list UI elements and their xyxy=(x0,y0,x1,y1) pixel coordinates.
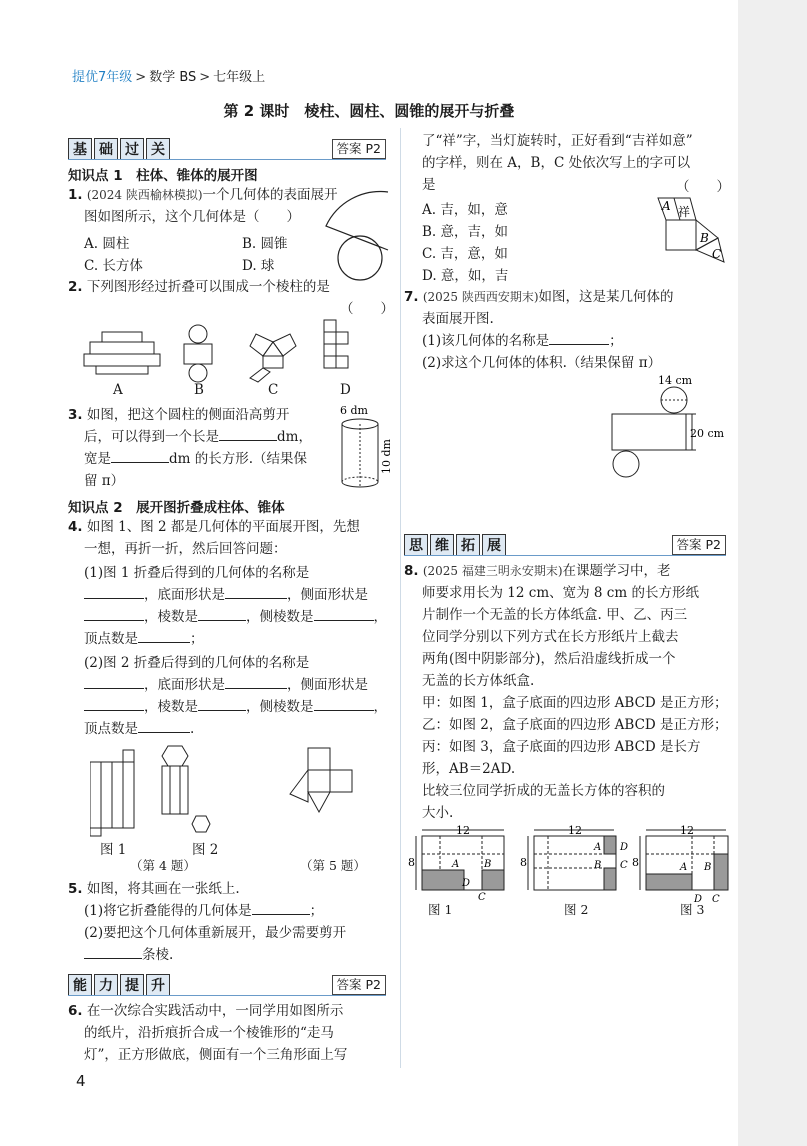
q2-label-c: C xyxy=(268,382,279,398)
q6-option-c: C. 吉，意，如 xyxy=(422,246,508,262)
q8-line2: 师要求用长为 12 cm、宽为 8 cm 的长方形纸 xyxy=(422,585,699,601)
svg-text:A: A xyxy=(680,862,688,873)
breadcrumb-grade: 提优7年级 xyxy=(72,70,133,85)
section-char: 展 xyxy=(482,534,506,556)
q7-p1: (1)该几何体的名称是 ； xyxy=(422,330,623,352)
svg-text:A: A xyxy=(594,842,602,853)
q6-fig-label-b: B xyxy=(700,231,709,245)
q2-fig-d xyxy=(324,320,348,368)
q8-line8: 乙：如图 2，盒子底面的四边形 ABCD 是正方形； xyxy=(422,717,728,733)
svg-text:B: B xyxy=(594,860,602,871)
q2-fig-a xyxy=(84,332,160,374)
q8-fig2 xyxy=(520,824,628,890)
q8-line1: 8. (2025 福建三明永安期末)在课题学习中，老 xyxy=(404,563,671,579)
section-char: 能 xyxy=(68,974,92,996)
section-char: 拓 xyxy=(456,534,480,556)
q8-line12: 大小. xyxy=(422,805,454,821)
svg-text:12: 12 xyxy=(456,824,470,837)
q4-p1-line2: ，底面形状是 ，侧面形状是 xyxy=(84,584,368,606)
q1-option-b: B. 圆锥 xyxy=(242,236,288,252)
answer-ref: 答案 P2 xyxy=(332,139,386,159)
q6-fig-label-xiang: 祥 xyxy=(678,205,691,219)
q3-dim-side: 10 dm xyxy=(380,439,393,474)
breadcrumb xyxy=(72,66,265,85)
section-char: 基 xyxy=(68,138,92,160)
q6-line5: 的字样，则在 A，B，C 处依次写上的字可以 xyxy=(422,155,691,171)
q1-line1: 1. (2024 陕西榆林模拟)一个几何体的表面展开 xyxy=(68,187,338,203)
q4-fig1-label: 图 1 xyxy=(100,842,127,858)
column-divider xyxy=(400,128,401,1068)
q6-paren: （ ） xyxy=(676,179,730,195)
q6-fig-label-c: C xyxy=(712,247,722,261)
q6-option-d: D. 意，如，吉 xyxy=(422,268,509,284)
q6-figure xyxy=(640,194,736,270)
svg-text:A: A xyxy=(452,859,460,870)
q4-line1: 4. 如图 1、图 2 都是几何体的平面展开图，先想 xyxy=(68,519,360,535)
q3-line1: 3. 如图，把这个圆柱的侧面沿高剪开 xyxy=(68,407,290,423)
svg-text:C: C xyxy=(712,894,720,905)
section-char: 力 xyxy=(94,974,118,996)
q2-label-a: A xyxy=(113,382,123,398)
q8-line11: 比较三位同学折成的无盖长方体的容积的 xyxy=(422,783,665,799)
q8-fig1 xyxy=(408,824,504,903)
q4-line2: 一想，再折一折，然后回答问题： xyxy=(84,541,287,557)
svg-text:12: 12 xyxy=(680,824,694,837)
q5-caption: （第 5 题） xyxy=(300,858,366,873)
q5-fig xyxy=(290,748,352,812)
q8-fig3-label: 图 3 xyxy=(680,902,705,917)
q7-line2: 表面展开图. xyxy=(422,311,494,327)
knowledge-point-1: 知识点 1 柱体、锥体的展开图 xyxy=(68,168,258,184)
q6-line3: 灯”，正方形做底，侧面有一个三角形面上写 xyxy=(84,1047,348,1063)
section-char: 关 xyxy=(146,138,170,160)
q6-line4: 了“祥”字，当灯旋转时，正好看到“吉祥如意” xyxy=(422,133,693,149)
svg-text:12: 12 xyxy=(568,824,582,837)
breadcrumb-sep: > xyxy=(135,70,147,85)
q8-fig3 xyxy=(632,824,728,905)
q3-line3: 宽是 dm 的长方形.（结果保 xyxy=(84,448,307,470)
breadcrumb-subject: 数学 BS xyxy=(149,70,197,85)
svg-text:8: 8 xyxy=(408,856,415,869)
q2-fig-c xyxy=(250,334,296,382)
q4-q5-figures xyxy=(90,742,390,838)
section-char: 思 xyxy=(404,534,428,556)
q4-p2-line4: 顶点数是 . xyxy=(84,718,194,740)
q7-dim-top: 14 cm xyxy=(658,374,693,387)
q1-option-c: C. 长方体 xyxy=(84,258,143,274)
q4-fig2-label: 图 2 xyxy=(192,842,219,858)
section-char: 提 xyxy=(120,974,144,996)
q2-line1: 2. 下列图形经过折叠可以围成一个棱柱的是 xyxy=(68,279,330,295)
svg-text:D: D xyxy=(694,894,703,905)
q5-p2: (2)要把这个几何体重新展开，最少需要剪开 xyxy=(84,925,347,941)
q8-fig1-label: 图 1 xyxy=(428,902,453,917)
page-number: 4 xyxy=(76,1072,86,1090)
q7-dim-side: 20 cm xyxy=(690,427,725,440)
q8-line10: 形，AB＝2AD. xyxy=(422,761,516,777)
q8-line5: 两角(图中阴影部分)，然后沿虚线折成一个 xyxy=(422,651,676,667)
page-title: 第 2 课时 棱柱、圆柱、圆锥的展开与折叠 xyxy=(223,102,515,120)
svg-text:C: C xyxy=(620,860,628,871)
section-char: 础 xyxy=(94,138,118,160)
section-header-ability xyxy=(68,974,386,996)
q5-p3: 条棱. xyxy=(84,944,173,966)
q7-line1: 7. (2025 陕西西安期末)如图，这是某几何体的 xyxy=(404,289,674,305)
q4-p1-line4: 顶点数是 ； xyxy=(84,628,204,650)
q4-p2-line3: ，棱数是 ，侧棱数是 ， xyxy=(84,696,387,718)
q4-fig1 xyxy=(90,750,134,836)
q2-label-d: D xyxy=(340,382,351,398)
q3-line2: 后，可以得到一个长是 dm， xyxy=(84,426,312,448)
q3-line4: 留 π） xyxy=(84,473,125,489)
svg-text:D: D xyxy=(620,842,629,853)
q4-p1-line1: (1)图 1 折叠后得到的几何体的名称是 xyxy=(84,565,310,581)
section-char: 维 xyxy=(430,534,454,556)
breadcrumb-volume: 七年级上 xyxy=(213,70,266,85)
q4-p2-line2: ，底面形状是 ，侧面形状是 xyxy=(84,674,368,696)
answer-ref: 答案 P2 xyxy=(332,975,386,995)
q2-fig-b xyxy=(184,325,212,382)
q6-fig-label-a: A xyxy=(662,199,671,213)
q1-option-a: A. 圆柱 xyxy=(84,236,130,252)
q6-line2: 的纸片，沿折痕折合成一个棱锥形的“走马 xyxy=(84,1025,334,1041)
q8-line6: 无盖的长方体纸盒. xyxy=(422,673,535,689)
q8-line7: 甲：如图 1，盒子底面的四边形 ABCD 是正方形； xyxy=(422,695,728,711)
q4-p1-line3: ，棱数是 ，侧棱数是 ， xyxy=(84,606,387,628)
q1-figure xyxy=(318,190,390,282)
q8-line3: 片制作一个无盖的长方体纸盒. 甲、乙、丙三 xyxy=(422,607,688,623)
q2-paren: （ ） xyxy=(340,301,394,317)
q7-figure xyxy=(604,372,730,482)
svg-text:B: B xyxy=(484,859,492,870)
q2-label-b: B xyxy=(194,382,204,398)
page-edge-shadow xyxy=(738,0,807,1146)
svg-text:8: 8 xyxy=(632,856,639,869)
section-header-thinking xyxy=(404,534,726,556)
q1-line2: 图如图所示，这个几何体是（ ） xyxy=(84,209,300,225)
q4-caption: （第 4 题） xyxy=(130,858,196,873)
q3-cylinder-figure xyxy=(338,402,394,494)
q6-option-a: A. 吉，如，意 xyxy=(422,202,508,218)
answer-ref: 答案 P2 xyxy=(672,535,726,555)
q2-figures xyxy=(80,316,380,384)
q8-fig2-label: 图 2 xyxy=(564,902,589,917)
q5-line1: 5. 如图，将其画在一张纸上. xyxy=(68,881,240,897)
q7-p2: (2)求这个几何体的体积.（结果保留 π） xyxy=(422,355,662,371)
q8-line9: 丙：如图 3，盒子底面的四边形 ABCD 是长方 xyxy=(422,739,701,755)
svg-text:D: D xyxy=(462,878,471,889)
svg-text:8: 8 xyxy=(520,856,527,869)
svg-text:B: B xyxy=(704,862,712,873)
section-char: 升 xyxy=(146,974,170,996)
breadcrumb-sep: > xyxy=(199,70,211,85)
q4-fig2 xyxy=(162,746,210,832)
section-header-basic xyxy=(68,138,386,160)
section-char: 过 xyxy=(120,138,144,160)
q8-line4: 位同学分别以下列方式在长方形纸片上截去 xyxy=(422,629,679,645)
q6-line6: 是 xyxy=(422,177,436,193)
svg-text:C: C xyxy=(478,892,486,903)
q6-line1: 6. 在一次综合实践活动中，一同学用如图所示 xyxy=(68,1003,344,1019)
q5-p1: (1)将它折叠能得的几何体是 ； xyxy=(84,900,323,922)
q4-p2-line1: (2)图 2 折叠后得到的几何体的名称是 xyxy=(84,655,310,671)
q1-option-d: D. 球 xyxy=(242,258,275,274)
q3-dim-top: 6 dm xyxy=(340,404,368,417)
q6-option-b: B. 意，吉，如 xyxy=(422,224,509,240)
knowledge-point-2: 知识点 2 展开图折叠成柱体、锥体 xyxy=(68,500,285,516)
